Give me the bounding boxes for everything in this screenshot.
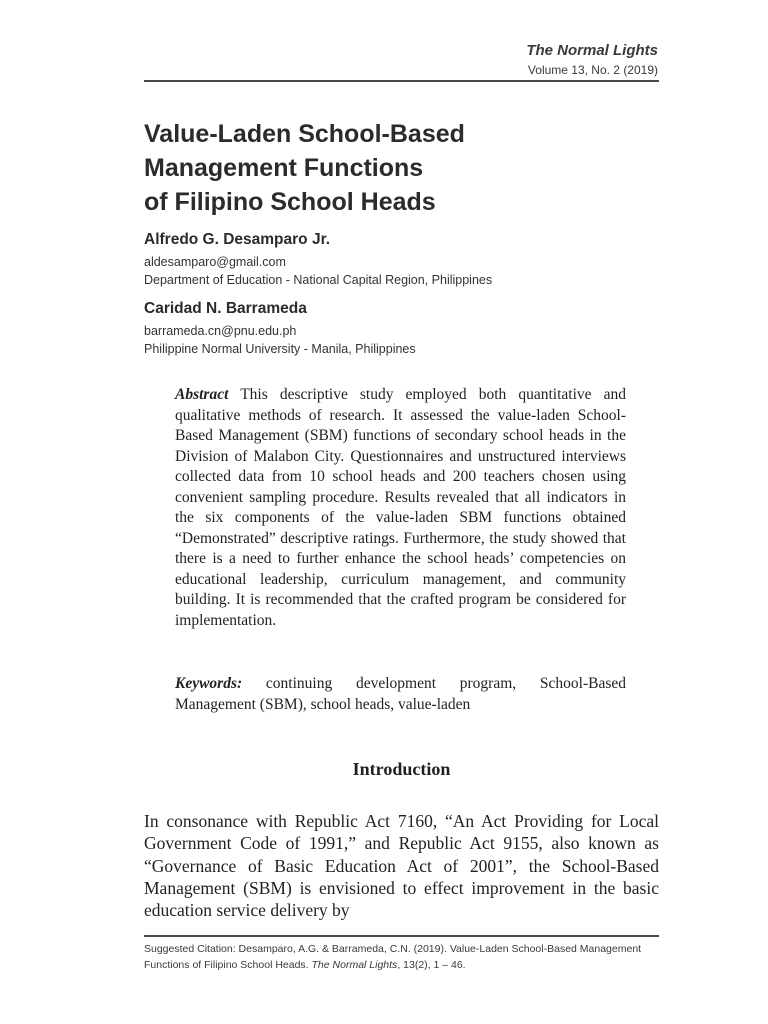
header-rule (144, 80, 659, 82)
footer-rule (144, 935, 659, 937)
author-name: Alfredo G. Desamparo Jr. (144, 231, 331, 248)
title-line: of Filipino School Heads (144, 188, 436, 216)
introduction-paragraph: In consonance with Republic Act 7160, “An Act Providing for Local Government Code of 1991,” and Republic Act 9155, also known as “Governance of Basic Education Act of 2001”, the School-Based Management (SBM) is envisioned to effect improvement in the basic education service delivery by (144, 811, 659, 921)
abstract-text: This descriptive study employed both quantitative and qualitative methods of research. It assessed the value-laden School-Based Management (SBM) functions of secondary school heads in the Division of Malabon City. Questionnaires and unstructured interviews collected data from 10 school heads and 200 teachers chosen using convenient sampling procedure. Results revealed that all indicators in the six components of the value-laden SBM functions obtained “Demonstrated” descriptive ratings. Furthermore, the study showed that there is a need to further enhance the school heads’ competencies on educational leadership, curriculum management, and community building. It is recommended that the crafted program be considered for implementation. (175, 386, 626, 629)
title-line: Management Functions (144, 154, 424, 182)
citation-volume: , 13(2), 1 – 46. (397, 959, 466, 971)
keywords-text: continuing development program, School-Based Management (SBM), school heads, value-laden (175, 675, 626, 713)
title-line: Value-Laden School-Based (144, 120, 465, 148)
author-block-1 (144, 230, 664, 289)
author-email: aldesamparo@gmail.com (144, 255, 286, 269)
keywords-label: Keywords: (175, 675, 243, 692)
author-name: Caridad N. Barrameda (144, 300, 307, 317)
abstract-label: Abstract (175, 386, 229, 403)
volume-issue: Volume 13, No. 2 (2019) (527, 63, 658, 77)
section-heading: Introduction (352, 759, 451, 779)
author-affiliation: Department of Education - National Capital Region, Philippines (144, 273, 493, 287)
abstract (175, 385, 626, 631)
keywords (175, 674, 626, 715)
citation-text: Suggested Citation: Desamparo, A.G. & Barrameda, C.N. (2019). Value-Laden School-Based Management Functions of Filipino School Heads. (144, 943, 642, 971)
citation-footer (144, 941, 664, 973)
author-email: barrameda.cn@pnu.edu.ph (144, 324, 297, 338)
paper-title (144, 117, 664, 219)
author-block-2 (144, 299, 664, 358)
citation-journal: The Normal Lights (311, 959, 398, 971)
running-header (526, 42, 658, 78)
journal-name: The Normal Lights (526, 42, 658, 59)
author-affiliation: Philippine Normal University - Manila, Philippines (144, 342, 416, 356)
